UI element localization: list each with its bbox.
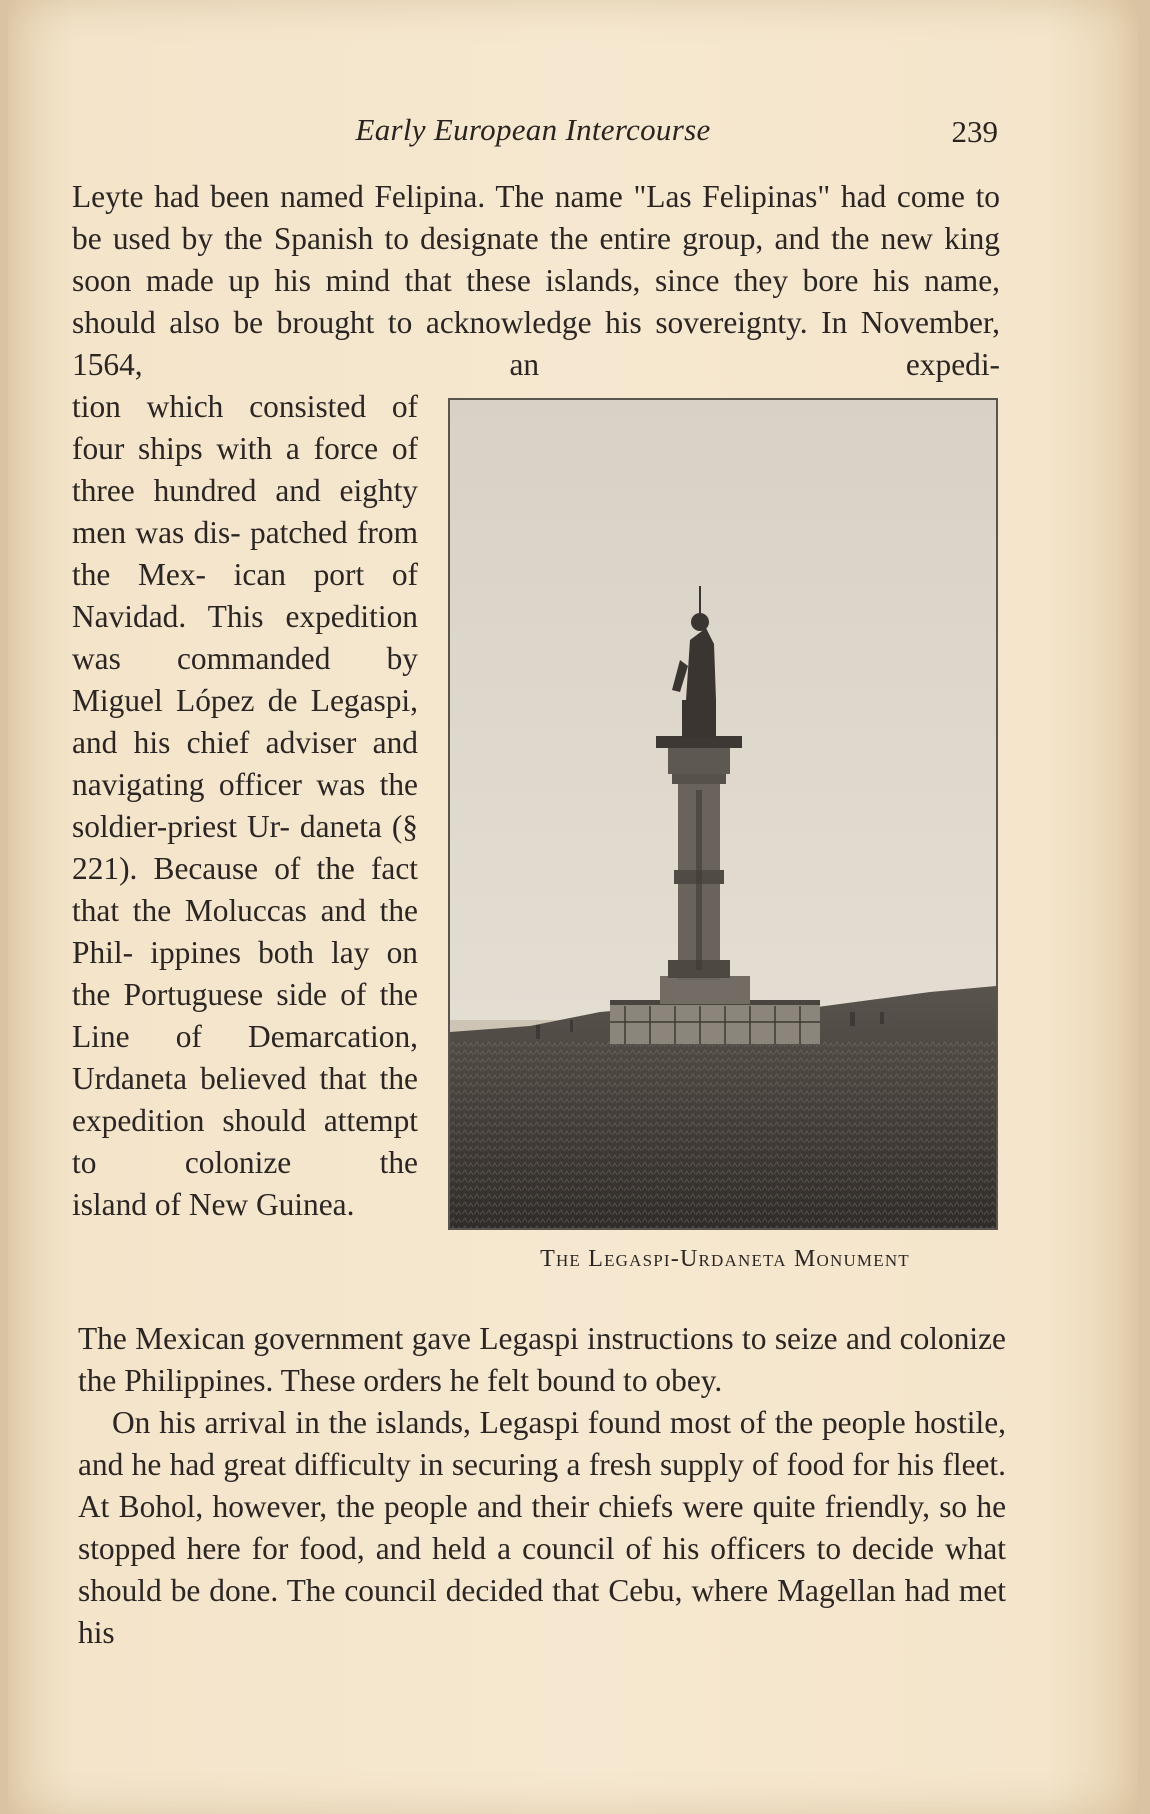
running-title: Early European Intercourse [355, 112, 711, 147]
running-head [68, 112, 998, 156]
sky [450, 400, 996, 1020]
grass-texture [450, 1040, 996, 1228]
page-number: 239 [951, 114, 998, 149]
paragraph-legaspi-arrival: On his arrival in the islands, Legaspi found most of the people hostile, and he had great difficulty in securing a fresh supply of food for his fleet. At Bohol, however, the people and their chiefs were quite friendly, so he stopped here for food, and held a council of his officers to decide what should be done. The council decided that Cebu, where Magellan had met his [78, 1405, 1006, 1650]
wrapped-text-column [72, 386, 418, 1226]
wrapped-text-body: tion which consisted of four ships with a force of three hundred and eighty men was dis- patched from the Mex- ican port of Navidad. This expedition was commanded by Miguel López de Legaspi, and his chief adviser and navigating officer was the soldier-priest Ur- daneta (§ 221). Because of the fact that the Moluccas and the Phil- ippines both lay on the Portuguese side of the Line of Demarcation, Urdaneta believed that the expedition should attempt to colonize the [72, 389, 418, 1180]
closing-text [78, 1318, 1006, 1654]
monument-figure [448, 398, 1002, 1272]
wrapped-text-last-line: island of New Guinea. [72, 1187, 355, 1222]
figure-caption: The Legaspi-Urdaneta Monument [540, 1246, 910, 1272]
monument-photo [448, 398, 998, 1230]
monument-photo-illustration [450, 400, 996, 1228]
book-page [8, 0, 1138, 1814]
paragraph-mexican-government: The Mexican government gave Legaspi instructions to seize and colonize the Philippines. These orders he felt bound to obey. [78, 1321, 1006, 1398]
opening-paragraph: Leyte had been named Felipina. The name "Las Felipinas" had come to be used by the Spanish to designate the entire group, and the new king soon made up his mind that these islands, since they bore his name, should also be brought to acknowledge his sovereignty. In November, 1564, an expedi- [72, 179, 1000, 382]
